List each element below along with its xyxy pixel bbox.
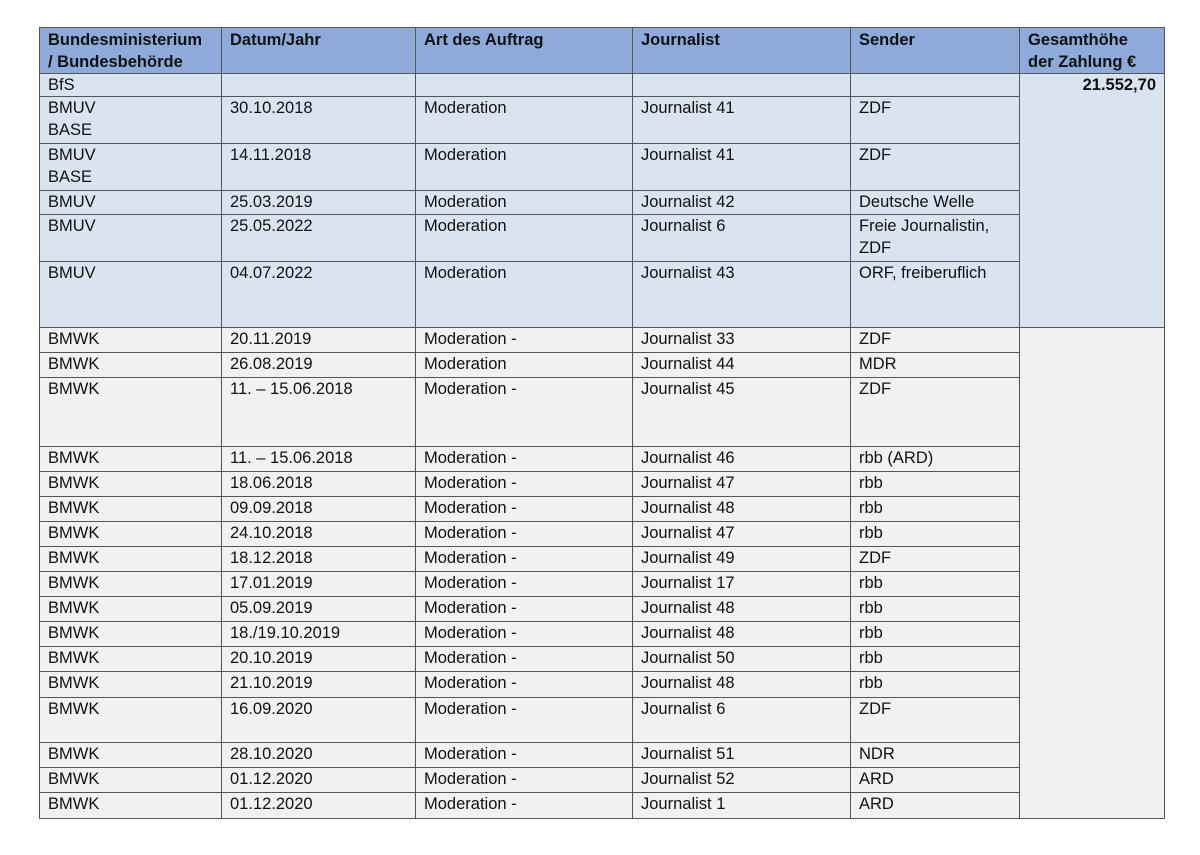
cell-broadcaster: ZDF [851,698,1020,743]
cell-type: Moderation - [416,743,633,768]
cell-type: Moderation - [416,793,633,819]
cell-broadcaster: Deutsche Welle [851,191,1020,215]
cell-date: 25.03.2019 [222,191,416,215]
cell-date: 17.01.2019 [222,572,416,597]
cell-journalist: Journalist 48 [633,597,851,622]
cell-type: Moderation - [416,547,633,572]
payments-table [39,27,1165,819]
table-row [40,353,1165,378]
cell-ministry: BMWK [40,793,222,819]
table-row [40,472,1165,497]
cell-broadcaster: rbb [851,622,1020,647]
cell-broadcaster: ZDF [851,328,1020,353]
cell-type: Moderation - [416,698,633,743]
cell-broadcaster: rbb [851,522,1020,547]
cell-date: 18.12.2018 [222,547,416,572]
cell-date: 18.06.2018 [222,472,416,497]
cell-broadcaster: rbb (ARD) [851,447,1020,472]
cell-date [222,74,416,97]
cell-ministry: BMWK [40,698,222,743]
cell-broadcaster: NDR [851,743,1020,768]
cell-broadcaster: ARD [851,768,1020,793]
cell-journalist: Journalist 47 [633,472,851,497]
cell-type: Moderation - [416,522,633,547]
cell-type: Moderation - [416,647,633,672]
cell-journalist: Journalist 50 [633,647,851,672]
cell-ministry: BMWK [40,378,222,447]
cell-date: 20.11.2019 [222,328,416,353]
table-row [40,793,1165,819]
cell-journalist: Journalist 52 [633,768,851,793]
table-row [40,622,1165,647]
cell-journalist: Journalist 1 [633,793,851,819]
cell-ministry: BfS [40,74,222,97]
cell-date: 05.09.2019 [222,597,416,622]
table-row [40,672,1165,698]
cell-ministry: BMWK [40,497,222,522]
cell-broadcaster: ZDF [851,144,1020,191]
cell-date: 28.10.2020 [222,743,416,768]
cell-journalist: Journalist 17 [633,572,851,597]
header-total-payment: Gesamthöhe der Zahlung € [1020,28,1165,74]
cell-ministry: BMWK [40,547,222,572]
cell-journalist: Journalist 46 [633,447,851,472]
cell-ministry: BMUV BASE [40,144,222,191]
cell-ministry: BMWK [40,647,222,672]
cell-type: Moderation - [416,328,633,353]
cell-journalist: Journalist 48 [633,622,851,647]
cell-date: 18./19.10.2019 [222,622,416,647]
cell-journalist: Journalist 6 [633,698,851,743]
cell-ministry: BMWK [40,743,222,768]
cell-type: Moderation - [416,597,633,622]
cell-type: Moderation [416,215,633,262]
cell-broadcaster: rbb [851,472,1020,497]
cell-ministry: BMWK [40,472,222,497]
table-row [40,768,1165,793]
cell-journalist: Journalist 41 [633,97,851,144]
cell-date: 14.11.2018 [222,144,416,191]
header-row [40,28,1165,74]
cell-type: Moderation - [416,572,633,597]
cell-date: 26.08.2019 [222,353,416,378]
cell-ministry: BMUV [40,191,222,215]
cell-ministry: BMUV [40,215,222,262]
cell-journalist: Journalist 48 [633,497,851,522]
table-row [40,597,1165,622]
cell-date: 01.12.2020 [222,793,416,819]
table-row [40,262,1165,328]
cell-type: Moderation - [416,672,633,698]
cell-date: 21.10.2019 [222,672,416,698]
cell-date: 24.10.2018 [222,522,416,547]
table-row [40,547,1165,572]
header-ministry: Bundesministerium / Bundesbehörde [40,28,222,74]
cell-broadcaster: rbb [851,647,1020,672]
cell-journalist: Journalist 45 [633,378,851,447]
table-row [40,191,1165,215]
cell-ministry: BMWK [40,597,222,622]
cell-ministry: BMWK [40,447,222,472]
table-body [40,74,1165,819]
header-journalist: Journalist [633,28,851,74]
table-row [40,378,1165,447]
cell-type: Moderation [416,191,633,215]
table-row [40,497,1165,522]
cell-type: Moderation - [416,768,633,793]
table-row [40,74,1165,97]
cell-date: 16.09.2020 [222,698,416,743]
cell-broadcaster: rbb [851,572,1020,597]
cell-journalist: Journalist 48 [633,672,851,698]
cell-type: Moderation - [416,622,633,647]
table-row [40,522,1165,547]
cell-ministry: BMUV [40,262,222,328]
cell-ministry: BMWK [40,522,222,547]
cell-broadcaster: rbb [851,597,1020,622]
cell-type: Moderation - [416,447,633,472]
table-row [40,447,1165,472]
cell-journalist: Journalist 51 [633,743,851,768]
header-date: Datum/Jahr [222,28,416,74]
cell-date: 30.10.2018 [222,97,416,144]
cell-type: Moderation [416,97,633,144]
cell-date: 11. – 15.06.2018 [222,378,416,447]
table-row [40,215,1165,262]
cell-broadcaster: ZDF [851,547,1020,572]
cell-broadcaster: MDR [851,353,1020,378]
cell-type [416,74,633,97]
table-row [40,144,1165,191]
cell-ministry: BMWK [40,328,222,353]
cell-ministry: BMWK [40,768,222,793]
cell-journalist: Journalist 33 [633,328,851,353]
table-row [40,328,1165,353]
cell-date: 11. – 15.06.2018 [222,447,416,472]
cell-date: 01.12.2020 [222,768,416,793]
cell-broadcaster: ZDF [851,97,1020,144]
total-payment-group-1: 21.552,70 [1020,74,1165,328]
cell-type: Moderation [416,262,633,328]
header-broadcaster: Sender [851,28,1020,74]
table-row [40,572,1165,597]
cell-type: Moderation - [416,497,633,522]
header-type: Art des Auftrag [416,28,633,74]
table-row [40,97,1165,144]
cell-ministry: BMUV BASE [40,97,222,144]
cell-journalist: Journalist 47 [633,522,851,547]
cell-ministry: BMWK [40,672,222,698]
table-row [40,743,1165,768]
cell-journalist: Journalist 42 [633,191,851,215]
table-row [40,647,1165,672]
cell-journalist: Journalist 41 [633,144,851,191]
cell-type: Moderation [416,353,633,378]
cell-broadcaster [851,74,1020,97]
cell-broadcaster: ORF, freiberuflich [851,262,1020,328]
cell-date: 20.10.2019 [222,647,416,672]
cell-type: Moderation - [416,472,633,497]
cell-broadcaster: rbb [851,497,1020,522]
cell-journalist [633,74,851,97]
cell-ministry: BMWK [40,353,222,378]
cell-journalist: Journalist 43 [633,262,851,328]
cell-broadcaster: Freie Journalistin, ZDF [851,215,1020,262]
cell-ministry: BMWK [40,622,222,647]
cell-broadcaster: rbb [851,672,1020,698]
cell-ministry: BMWK [40,572,222,597]
cell-type: Moderation - [416,378,633,447]
table-row [40,698,1165,743]
cell-journalist: Journalist 6 [633,215,851,262]
total-payment-group-2 [1020,328,1165,819]
cell-date: 25.05.2022 [222,215,416,262]
cell-broadcaster: ZDF [851,378,1020,447]
cell-broadcaster: ARD [851,793,1020,819]
cell-date: 09.09.2018 [222,497,416,522]
cell-date: 04.07.2022 [222,262,416,328]
cell-type: Moderation [416,144,633,191]
cell-journalist: Journalist 44 [633,353,851,378]
cell-journalist: Journalist 49 [633,547,851,572]
